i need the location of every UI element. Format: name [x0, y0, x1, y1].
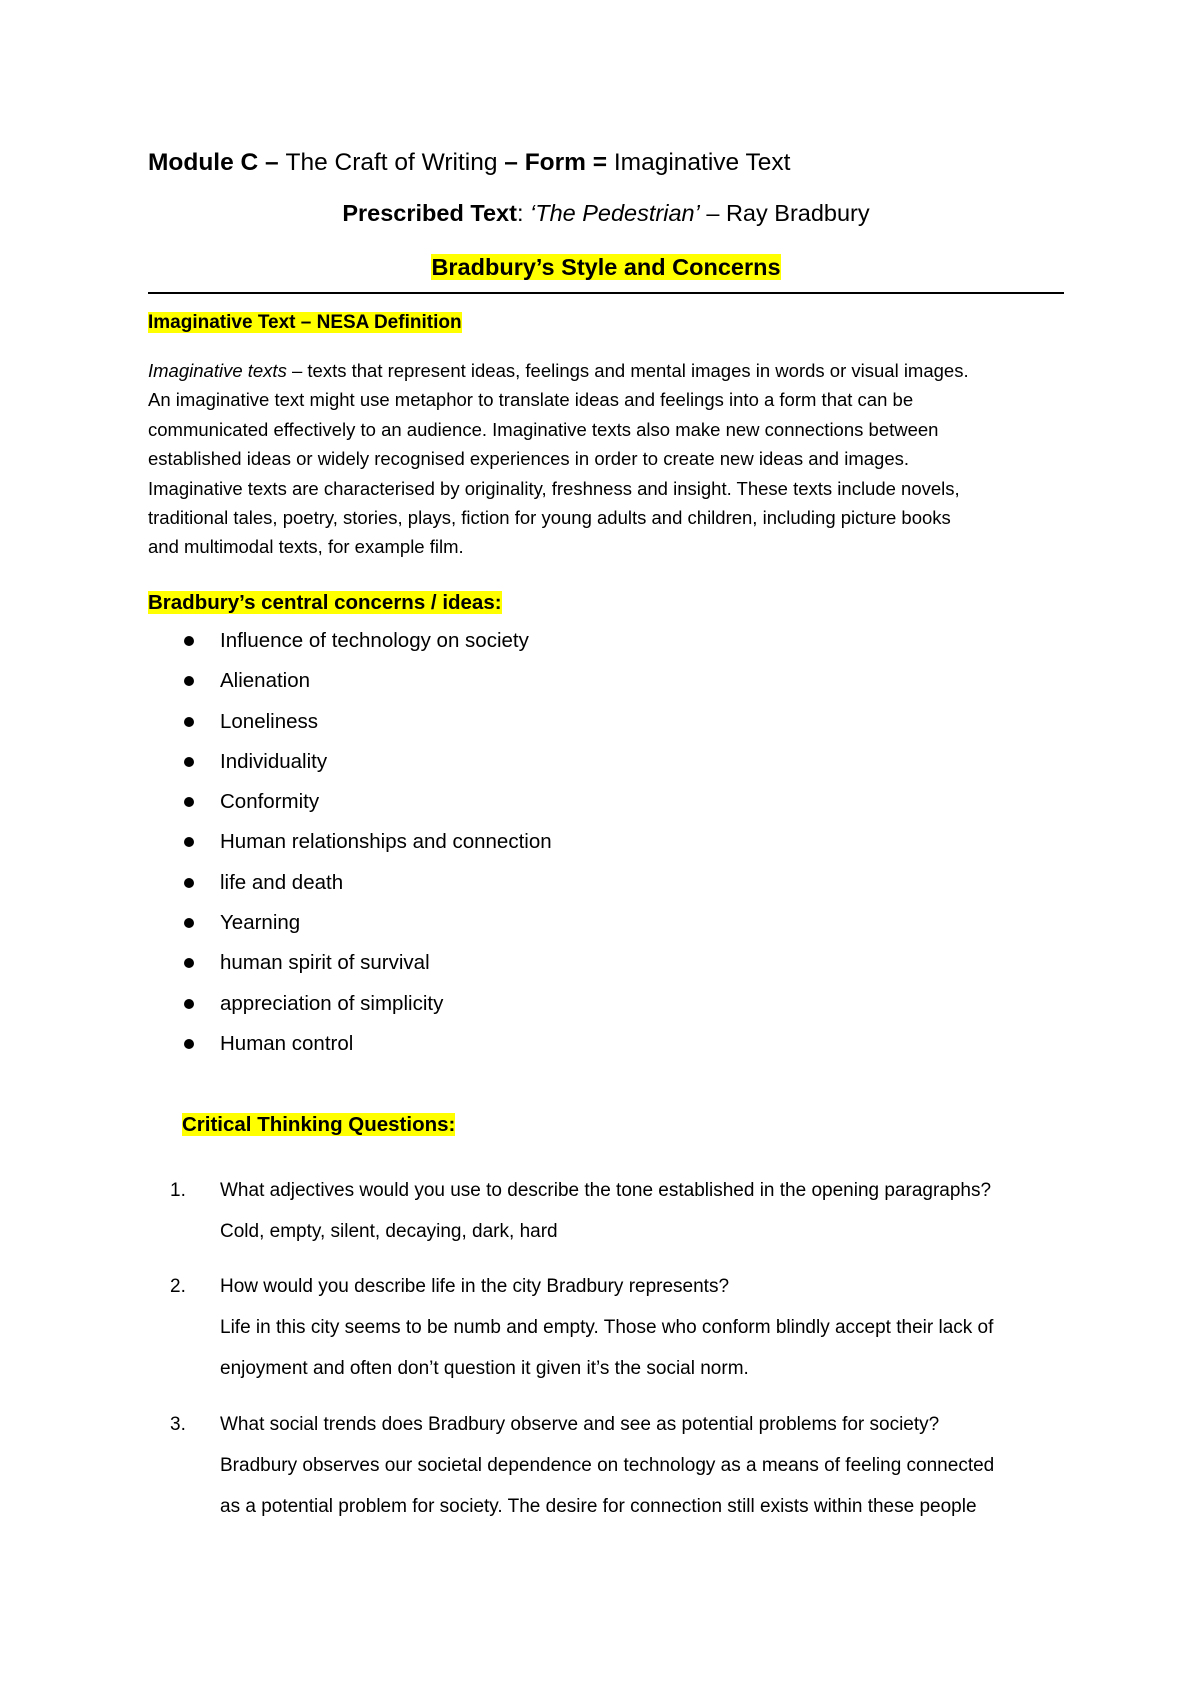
nesa-heading-line [148, 310, 462, 336]
question-text: What adjectives would you use to describe the tone established in the opening paragraphs? [220, 1180, 992, 1201]
concerns-heading-line [148, 588, 502, 618]
critical-heading-line [182, 1110, 455, 1140]
bullet-icon [184, 636, 194, 646]
list-item: appreciation of simplicity [182, 989, 552, 1029]
list-item: Influence of technology on society [182, 626, 552, 666]
prescribed-title: ‘The Pedestrian’ [530, 200, 700, 226]
question-text: How would you describe life in the city Bradbury represents? [220, 1276, 730, 1297]
module-title [148, 146, 790, 180]
answer-text: Cold, empty, silent, decaying, dark, hard [220, 1221, 558, 1242]
list-item: Individuality [182, 747, 552, 787]
heading-divider [148, 292, 1064, 294]
title-dash-2: – [497, 149, 525, 176]
bullet-icon [184, 676, 194, 686]
concerns-heading: Bradbury’s central concerns / ideas: [148, 591, 502, 614]
section-title: Bradbury’s Style and Concerns [431, 254, 781, 280]
bullet-icon [184, 1039, 194, 1049]
bullet-icon [184, 837, 194, 847]
paragraph-line: Imaginative texts are characterised by originality, freshness and insight. These texts include novels, [148, 477, 960, 499]
bullet-icon [184, 999, 194, 1009]
title-dash-1: – [258, 149, 286, 176]
paragraph-line: Imaginative texts – texts that represent ideas, feelings and mental images in words or visual images. [148, 360, 969, 381]
answer-text: enjoyment and often don’t question it given it’s the social norm. [220, 1358, 749, 1379]
paragraph-line: and multimodal texts, for example film. [148, 536, 464, 558]
prescribed-text-line [148, 196, 1064, 230]
nesa-definition-paragraph [148, 356, 1078, 562]
paragraph-line: traditional tales, poetry, stories, plays, fiction for young adults and children, including picture books [148, 507, 951, 529]
form-value: Imaginative Text [613, 149, 791, 176]
list-item: life and death [182, 868, 552, 908]
bullet-icon [184, 878, 194, 888]
bullet-icon [184, 958, 194, 968]
module-label: Module C [148, 149, 259, 176]
bullet-icon [184, 717, 194, 727]
nesa-heading: Imaginative Text – NESA Definition [148, 312, 462, 333]
list-item: Loneliness [182, 707, 552, 747]
list-item: human spirit of survival [182, 948, 552, 988]
bullet-icon [184, 797, 194, 807]
craft-label: The Craft of Writing [285, 149, 498, 176]
list-item: Human control [182, 1029, 552, 1069]
question-number: 3. [170, 1414, 186, 1435]
form-label: Form [524, 149, 586, 176]
prescribed-label: Prescribed Text [342, 200, 517, 226]
concerns-list [182, 626, 552, 1069]
prescribed-author: – Ray Bradbury [699, 200, 870, 226]
paragraph-line: communicated effectively to an audience. Imaginative texts also make new connections between [148, 418, 939, 440]
imaginative-term: Imaginative texts [148, 360, 287, 381]
list-item: Alienation [182, 666, 552, 706]
title-equals: = [585, 149, 614, 176]
bullet-icon [184, 757, 194, 767]
critical-heading: Critical Thinking Questions: [182, 1113, 456, 1136]
answer-text: as a potential problem for society. The desire for connection still exists within these people [220, 1496, 977, 1517]
bullet-icon [184, 918, 194, 928]
list-item: Human relationships and connection [182, 827, 552, 867]
list-item: Yearning [182, 908, 552, 948]
question-text: What social trends does Bradbury observe and see as potential problems for society? [220, 1414, 940, 1435]
answer-text: Life in this city seems to be numb and empty. Those who conform blindly accept their lack of [220, 1317, 994, 1338]
answer-text: Bradbury observes our societal dependence on technology as a means of feeling connected [220, 1455, 995, 1476]
question-number: 2. [170, 1276, 186, 1297]
section-title-line [148, 250, 1064, 284]
list-item: Conformity [182, 787, 552, 827]
paragraph-line: established ideas or widely recognised experiences in order to create new ideas and images. [148, 448, 909, 470]
paragraph-line: An imaginative text might use metaphor to translate ideas and feelings into a form that can be [148, 389, 914, 411]
question-number: 1. [170, 1180, 186, 1201]
prescribed-colon: : [516, 200, 530, 226]
